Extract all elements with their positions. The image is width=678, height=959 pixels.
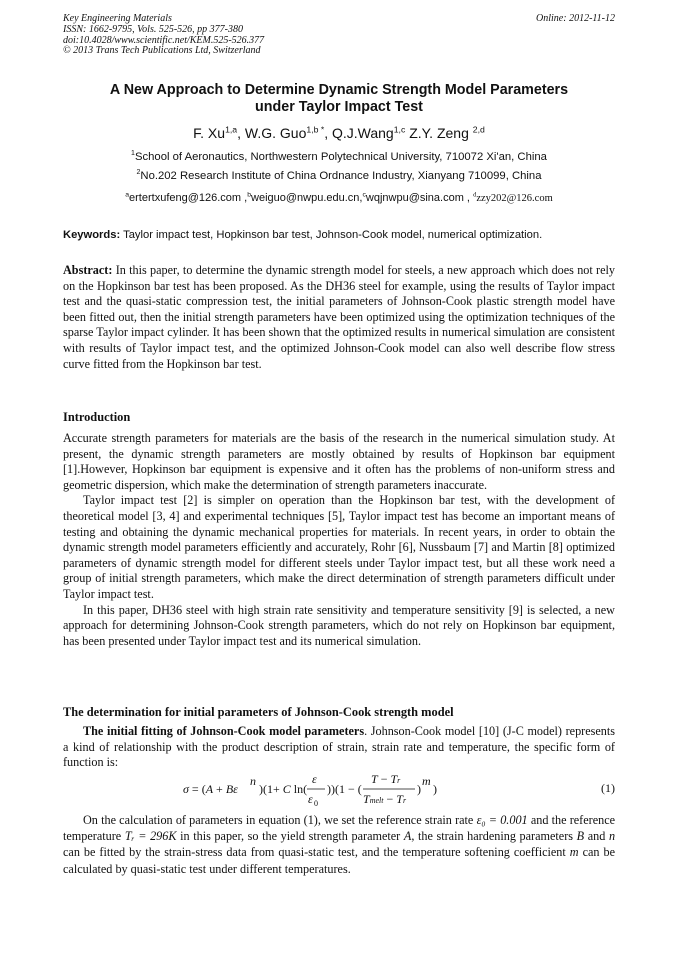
keywords-label: Keywords: bbox=[63, 229, 121, 241]
symbol-a: A bbox=[403, 829, 412, 844]
email-sup: c bbox=[362, 191, 366, 199]
keywords-text: Taylor impact test, Hopkinson bar test, Johnson-Cook model, numerical optimization. bbox=[123, 229, 543, 241]
svg-text:))(1 − (: ))(1 − ( bbox=[327, 782, 362, 796]
paper-title bbox=[63, 82, 615, 116]
affiliation-sup: 2 bbox=[136, 169, 141, 177]
svg-text:ε: ε bbox=[308, 792, 313, 806]
symbol-n: n bbox=[608, 829, 616, 844]
intro-paragraph-3: In this paper, DH36 steel with high strain rate sensitivity and temperature sensitivity [9] is selected, a new approach for determining Johnson-Cook strength parameters, which do not rely on Hopkinson bar equipment, has been presented under Taylor impact test and its numerical simulation. bbox=[63, 602, 615, 648]
equation-number: (1) bbox=[601, 781, 615, 795]
author-name: Q.J.Wang bbox=[332, 125, 394, 141]
affiliation-1 bbox=[63, 150, 615, 164]
email-address[interactable]: ertertxufeng@126.com bbox=[129, 192, 242, 204]
symbol-b: B bbox=[576, 829, 585, 844]
symbol-m: m bbox=[569, 845, 579, 860]
introduction-heading: Introduction bbox=[63, 410, 131, 424]
svg-text:m: m bbox=[422, 774, 431, 788]
section-paragraph-2f: can be calculated by quasi-static test under different temperatures. bbox=[63, 845, 615, 876]
svg-text:σ = (A + Bε: σ = (A + Bε bbox=[183, 782, 238, 796]
issn-line: ISSN: 1662-9795, Vols. 525-526, pp 377-380 bbox=[63, 23, 243, 35]
section-heading-jc-model: The determination for initial parameters of Johnson-Cook strength model bbox=[63, 705, 454, 719]
author-sup: 1,c bbox=[393, 124, 406, 135]
svg-text:): ) bbox=[417, 782, 421, 796]
svg-text:): ) bbox=[433, 782, 437, 796]
email-sup: b bbox=[247, 191, 252, 199]
affiliation-2 bbox=[63, 169, 615, 183]
section-paragraph-2c: in this paper, so the yield strength parameter bbox=[180, 829, 401, 844]
journal-name: Key Engineering Materials bbox=[63, 13, 172, 24]
doi-line: doi:10.4028/www.scientific.net/KEM.525-526.377 bbox=[63, 34, 265, 46]
abstract-text: In this paper, to determine the dynamic strength model for steels, a new approach which does not rely on the Hopkinson bar test has been proposed. As the DH36 steel for example, using the results of Taylor impact test and the quasi-static compression test, the initial parameters of Johnson-Cook plastic strength model have been fitted out, then the initial strength parameters have been optimized using the optimization techniques of the sparse Taylor impact cylinder. It has been shown that the optimized results in numerical simulation are consistent with results of Taylor impact test, and the optimized Johnson-Cook model can also well describe flow stress curve fitted from the Hopkinson bar test. bbox=[63, 263, 615, 371]
section-body-1 bbox=[63, 724, 615, 771]
copyright-line: © 2013 Trans Tech Publications Ltd, Switzerland bbox=[63, 45, 261, 57]
subsection-heading: The initial fitting of Johnson-Cook model parameters bbox=[83, 724, 365, 738]
email-sup: d bbox=[473, 191, 477, 199]
section-paragraph-2a: On the calculation of parameters in equation (1), we set the reference strain rate bbox=[83, 813, 474, 827]
journal-header bbox=[63, 14, 615, 57]
author-name: F. Xu bbox=[193, 125, 226, 141]
title-line-1: A New Approach to Determine Dynamic Strength Model Parameters bbox=[109, 82, 569, 98]
section-paragraph-1: . Johnson-Cook model [10] (J-C model) represents a kind of relationship with the product description of strain, strain rate and temperature, the specific form of function is: bbox=[63, 724, 616, 770]
intro-paragraph-1: Accurate strength parameters for materials are the basis of the research in the numerical simulation study. At present, the dynamic strength parameters are mostly obtained by results of Hopkinson bar equipment [1].However, Hopkinson bar equipment is expensive and it often has the problems of non-uniform stress and geometric dispersion, which make the determination of strength parameters inaccurate. bbox=[63, 431, 615, 492]
svg-text:Tmelt − Tr: Tmelt − Tr bbox=[363, 792, 407, 806]
svg-text:)(1+ C ln(: )(1+ C ln( bbox=[259, 782, 308, 796]
author-list: F. Xu$^{1,a}$, W.G. Guo$^{1,b *}$, Q.J.Wang$^{1,c}$ Z.Y. Zeng $^{2,d}$ bbox=[193, 124, 485, 141]
equation-1 bbox=[63, 770, 615, 806]
email-list: $^a$ertertxufeng@126.com ,$^b$weiguo@nwpu.edu.cn,$^c$wqjnwpu@sina.com , $^d$zzy202@126.com bbox=[125, 191, 553, 204]
affiliation-sup: 1 bbox=[131, 150, 135, 158]
abstract-label: Abstract: bbox=[63, 263, 113, 277]
keywords-line bbox=[63, 228, 615, 242]
svg-text:0: 0 bbox=[314, 799, 318, 806]
symbol-and: and bbox=[587, 829, 606, 844]
author-sup: 1,a bbox=[225, 124, 238, 135]
section-body-2 bbox=[63, 812, 615, 877]
jc-equation-graphic bbox=[183, 770, 503, 806]
title-line-2: under Taylor Impact Test bbox=[255, 99, 423, 115]
introduction-body bbox=[63, 431, 615, 649]
email-address[interactable]: weiguo@nwpu.edu.cn, bbox=[251, 192, 363, 204]
email-address[interactable]: wqjnwpu@sina.com , bbox=[365, 192, 470, 204]
ref-temperature: Tᵣ = 296K bbox=[124, 829, 177, 844]
intro-paragraph-2: Taylor impact test [2] is simpler on operation than the Hopkinson bar test, with the development of theoretical model [3, 4] and experimental techniques [5], Taylor impact test has become an important means of testing and obtaining the dynamic mechanical properties for materials. In recent years, in order to obtain the dynamic strength model parameters efficiently and accurately, Rohr [6], Nussbaum [7] and Martin [8] optimized parameters of dynamic strength model for different steels under Taylor impact test, but all these work need a group of initial strength parameters, which make the direct determination of strength parameters difficult under Taylor impact test. bbox=[63, 493, 615, 601]
affiliation-text: School of Aeronautics, Northwestern Polytechnical University, 710072 Xi'an, China bbox=[134, 151, 547, 163]
author-sup: 1,b * bbox=[306, 124, 325, 135]
svg-text:ε: ε bbox=[312, 772, 317, 786]
online-date: Online: 2012-11-12 bbox=[536, 13, 615, 24]
author-name: W.G. Guo bbox=[244, 125, 307, 141]
email-sup: a bbox=[125, 191, 130, 199]
section-paragraph-2e: can be fitted by the strain-stress data from quasi-static test, and the temperature softening coefficient bbox=[63, 845, 566, 860]
author-sup: 2,d bbox=[472, 124, 485, 135]
affiliation-text: No.202 Research Institute of China Ordnance Industry, Xianyang 710099, China bbox=[140, 170, 542, 182]
email-address[interactable]: zzy202@126.com bbox=[476, 193, 553, 204]
svg-text:T − Tr: T − Tr bbox=[371, 772, 401, 786]
author-name: Z.Y. Zeng bbox=[409, 125, 469, 141]
svg-text:n: n bbox=[250, 774, 256, 788]
section-paragraph-2d: , the strain hardening parameters bbox=[411, 829, 573, 844]
abstract bbox=[63, 263, 615, 372]
section-paragraph-2b: and the reference temperature bbox=[63, 813, 616, 844]
ref-strain-rate: ε₀ = 0.001 bbox=[476, 813, 528, 827]
